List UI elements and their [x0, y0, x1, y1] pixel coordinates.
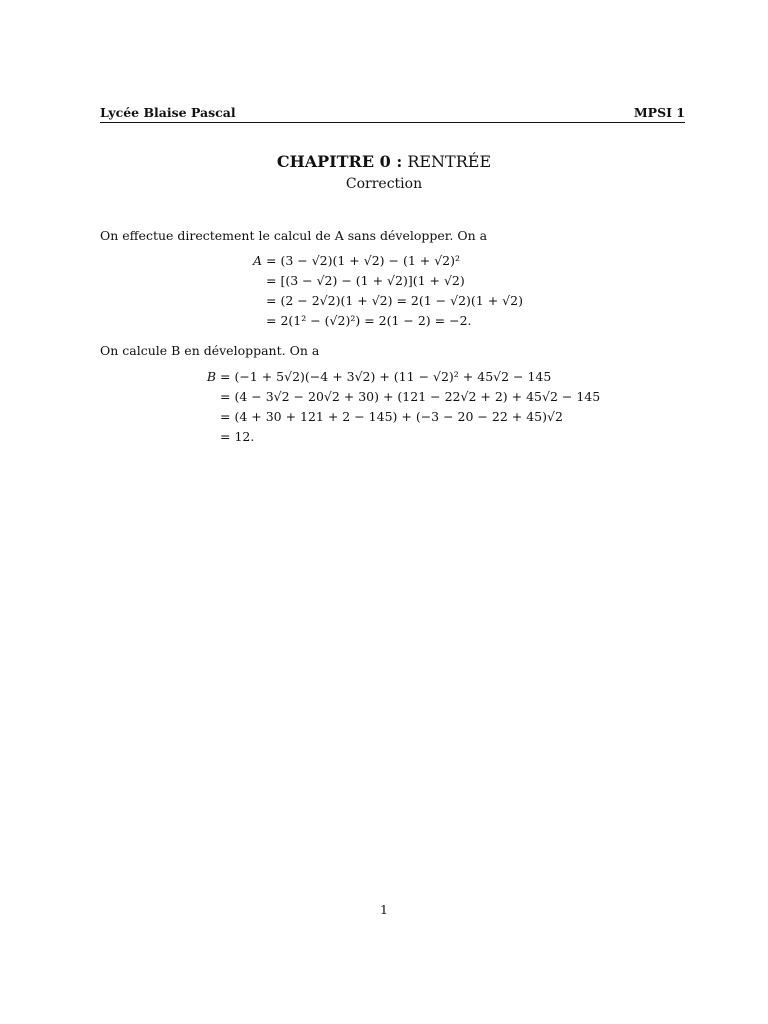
equation-rhs: = 12.: [220, 429, 255, 444]
equation-line: [192, 427, 600, 447]
page-subtitle: Correction: [345, 176, 423, 192]
page-number: 1: [380, 902, 388, 917]
equation-lhs: B: [206, 369, 216, 384]
section-a-intro: On effectue directement le calcul de A sans développer. On a: [100, 228, 488, 243]
equation-rhs: = [(3 − √2) − (1 + √2)](1 + √2): [266, 273, 465, 288]
equation-rhs: = (3 − √2)(1 + √2) − (1 + √2)²: [266, 253, 461, 268]
equation-line: [238, 291, 523, 311]
equation-rhs: = (−1 + 5√2)(−4 + 3√2) + (11 − √2)² + 45√2 − 145: [220, 369, 552, 384]
title-block: [0, 152, 768, 194]
title-name: RENTRÉE: [407, 152, 492, 171]
title-chapter: CHAPITRE 0 :: [276, 152, 403, 171]
header-school: Lycée Blaise Pascal: [100, 105, 236, 120]
page-title: [0, 152, 768, 172]
equation-line: [238, 271, 523, 291]
equation-line: [192, 407, 600, 427]
equation-rhs: = (4 + 30 + 121 + 2 − 145) + (−3 − 20 − 22 + 45)√2: [220, 409, 563, 424]
equation-rhs: = (2 − 2√2)(1 + √2) = 2(1 − √2)(1 + √2): [266, 293, 523, 308]
equation-a: [238, 251, 523, 331]
equation-line: [192, 367, 600, 387]
equation-line: [238, 251, 523, 271]
header-class: MPSI 1: [633, 105, 685, 120]
page-header: [100, 106, 685, 120]
equation-line: [238, 311, 523, 331]
equation-b: [192, 367, 600, 447]
equation-rhs: = (4 − 3√2 − 20√2 + 30) + (121 − 22√2 + 2) + 45√2 − 145: [220, 389, 601, 404]
equation-rhs: = 2(1² − (√2)²) = 2(1 − 2) = −2.: [266, 313, 472, 328]
section-b-intro: On calcule B en développant. On a: [100, 343, 320, 358]
header-rule: [100, 122, 685, 123]
equation-line: [192, 387, 600, 407]
equation-lhs: A: [252, 253, 262, 268]
